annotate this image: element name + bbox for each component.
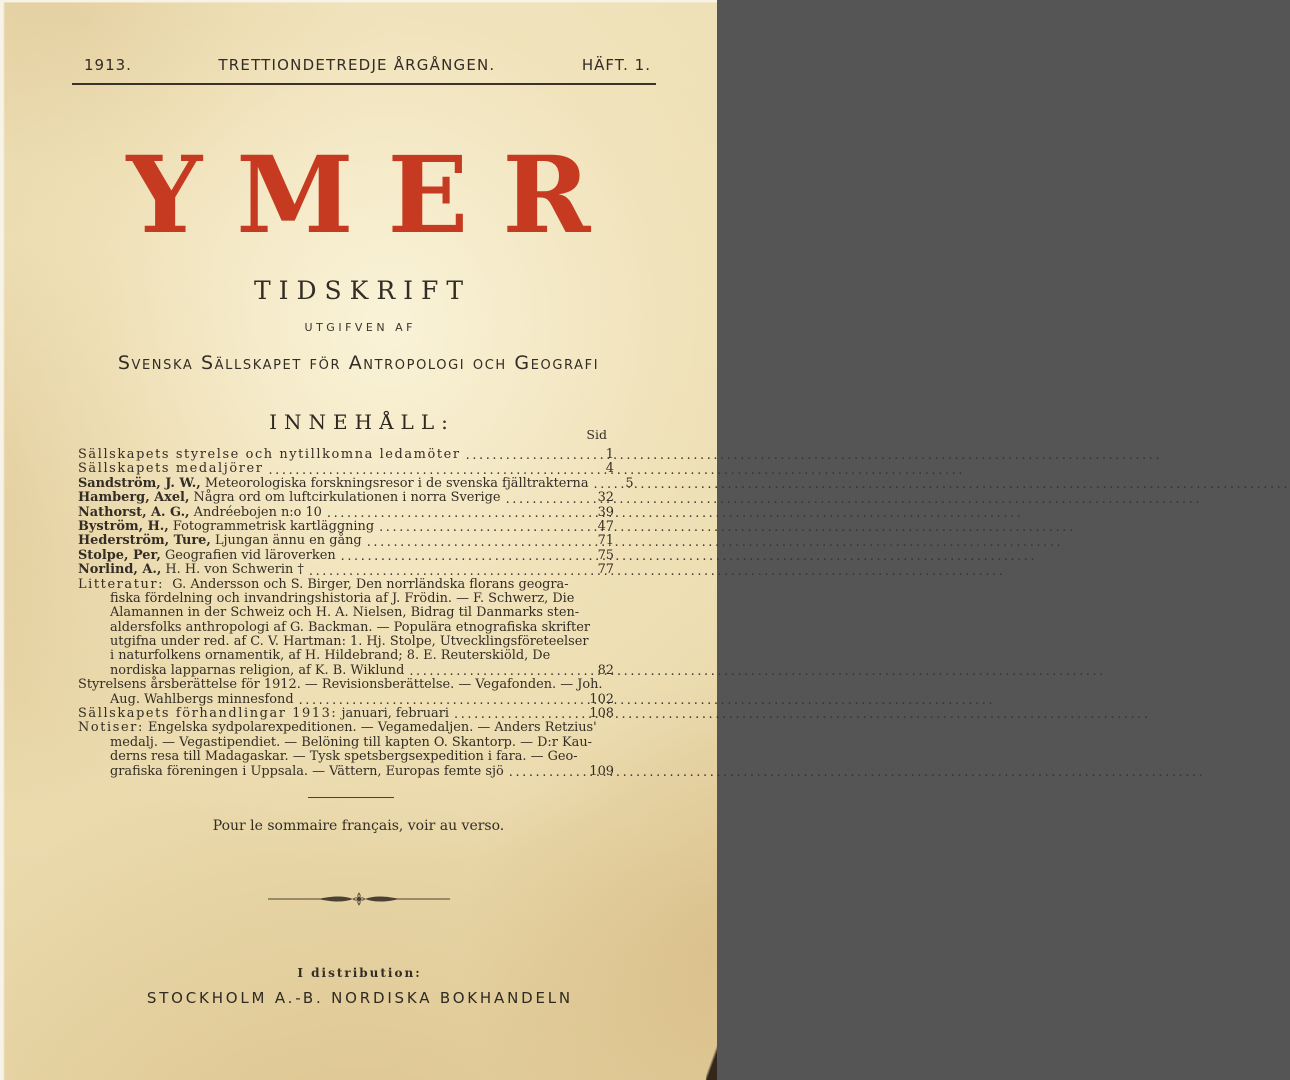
dotted-leader: [509, 765, 580, 777]
toc-page-number: 77: [597, 562, 614, 578]
toc-line: [78, 634, 614, 648]
issue-label: HÄFT. 1.: [581, 56, 651, 74]
toc-page-number: 75: [597, 547, 614, 563]
toc-text: januari, februari: [337, 706, 450, 722]
toc-text: Styrelsens årsberättelse för 1912. — Revisionsberättelse. — Vegafonden. — Joh.: [78, 677, 603, 693]
society-name: Svenska Sällskapet för Antropologi och Geografi: [117, 352, 600, 374]
toc-text: H. H. von Schwerin †: [161, 562, 304, 578]
dotted-leader: [341, 549, 580, 561]
dotted-leader: [327, 506, 580, 518]
journal-title: YMER: [126, 132, 625, 257]
toc-page-number: 71: [597, 533, 614, 549]
toc-line: [78, 692, 614, 706]
toc-page-number: 47: [597, 518, 614, 534]
toc-line: [78, 562, 614, 576]
toc-text: Stolpe, Per,: [78, 547, 161, 563]
toc-line: [78, 591, 614, 605]
header-rule: [72, 83, 656, 85]
toc-text: Engelska sydpolarexpeditionen. — Vegamedaljen. — Anders Retzius': [143, 720, 597, 736]
year-label: 1913.: [84, 56, 132, 74]
toc-page-number: 82: [597, 662, 614, 678]
page-column-label: Sid: [586, 427, 607, 442]
toc-line: [78, 764, 614, 778]
dotted-leader: [594, 477, 600, 489]
toc-line: [78, 447, 614, 461]
toc-line: [78, 663, 614, 677]
dotted-leader: [466, 448, 580, 460]
toc-text: i naturfolkens ornamentik, af H. Hildebrand; 8. E. Reuterskiöld, De: [110, 648, 551, 664]
toc-page-number: 1: [605, 447, 614, 462]
ornament-divider: [268, 892, 450, 906]
toc-text: nordiska lapparnas religion, af K. B. Wiklund: [110, 662, 405, 678]
toc-heading: INNEHÅLL:: [269, 410, 455, 434]
toc-text: Geografien vid läroverken: [160, 547, 336, 563]
published-by-label: UTGIFVEN AF: [304, 321, 416, 334]
dotted-leader: [299, 693, 580, 705]
toc-text: G. Andersson och S. Birger, Den norrländska florans geogra-: [164, 576, 569, 592]
toc-line: [78, 735, 614, 749]
toc-line: [78, 677, 614, 691]
toc-line: [78, 490, 614, 504]
shadow-corner: [706, 1044, 717, 1080]
toc-line: [78, 577, 614, 591]
toc-end-rule: [308, 797, 394, 798]
dotted-leader: [454, 707, 580, 719]
toc-page-number: 32: [597, 490, 614, 506]
toc-text: Aug. Wahlbergs minnesfond: [110, 691, 294, 707]
toc-text: Meteorologiska forskningsresor i de svenska fjälltrakterna: [200, 475, 589, 491]
toc-text: aldersfolks anthropologi af G. Backman. — Populära etnografiska skrifter: [110, 619, 591, 635]
toc-text: medalj. — Vegastipendiet. — Belöning till kapten O. Skantorp. — D:r Kau-: [110, 734, 593, 750]
toc-page-number: 39: [597, 504, 614, 520]
toc-line: [78, 475, 634, 491]
distribution-label: I distribution:: [297, 966, 422, 980]
toc-text: fiska fördelning och invandringshistoria af J. Frödin. — F. Schwerz, Die: [110, 590, 575, 606]
toc-page-number: 5: [625, 475, 634, 491]
toc-line: [78, 533, 614, 547]
table-of-contents: [78, 447, 634, 779]
toc-text: Notiser:: [78, 720, 144, 736]
toc-text: Fotogrammetrisk kartläggning: [168, 518, 375, 534]
toc-text: Nathorst, A. G.,: [78, 504, 190, 520]
toc-line: [78, 461, 614, 475]
toc-text: Byström, H.,: [78, 518, 169, 534]
toc-text: Norlind, A.,: [78, 562, 162, 578]
toc-line: [78, 519, 614, 533]
dotted-leader: [268, 463, 580, 475]
toc-line: [78, 505, 614, 519]
toc-text: derns resa till Madagaskar. — Tysk spetsbergsexpedition i fara. — Geo-: [110, 749, 578, 765]
toc-line: [78, 548, 614, 562]
toc-line: [78, 648, 614, 662]
toc-line: [78, 749, 614, 763]
toc-text: grafiska föreningen i Uppsala. — Vättern, Europas femte sjö: [110, 763, 504, 779]
toc-text: Hamberg, Axel,: [78, 490, 190, 506]
journal-subtitle: TIDSKRIFT: [253, 276, 472, 305]
toc-line: [78, 706, 614, 720]
dotted-leader: [506, 492, 580, 504]
toc-page-number: 4: [605, 461, 614, 477]
dotted-leader: [367, 535, 580, 547]
toc-text: Sällskapets styrelse och nytillkomna ledamöter: [78, 447, 461, 462]
toc-page-number: 108: [589, 706, 614, 722]
toc-text: Alamannen in der Schweiz och H. A. Nielsen, Bidrag til Danmarks sten-: [110, 605, 580, 621]
paper-edge-top: [0, 0, 717, 3]
dotted-leader: [379, 520, 580, 532]
volume-title: TRETTIONDETREDJE ÅRGÅNGEN.: [218, 56, 496, 74]
page-header: [84, 56, 651, 74]
toc-text: Hederström, Ture,: [78, 533, 211, 549]
toc-text: Litteratur:: [78, 576, 165, 592]
toc-text: utgifna under red. af C. V. Hartman: 1. Hj. Stolpe, Utvecklingsföreteelser: [110, 634, 589, 650]
toc-page-number: 102: [589, 691, 614, 707]
distributor-name: STOCKHOLM A.-B. NORDISKA BOKHANDELN: [146, 989, 573, 1007]
dotted-leader: [309, 564, 580, 576]
toc-line: [78, 620, 614, 634]
toc-text: Några ord om luftcirkulationen i norra Sverige: [189, 490, 501, 506]
toc-text: Sällskapets medaljörer: [78, 461, 264, 477]
toc-line: [78, 720, 614, 734]
toc-text: Sällskapets förhandlingar 1913:: [78, 706, 338, 722]
toc-page-number: 109: [589, 763, 614, 779]
toc-text: Andréebojen n:o 10: [189, 504, 322, 520]
toc-text: Sandström, J. W.,: [78, 475, 201, 491]
toc-line: [78, 605, 614, 619]
toc-text: Ljungan ännu en gång: [210, 533, 362, 549]
french-summary-note: Pour le sommaire français, voir au verso.: [212, 818, 505, 834]
dotted-leader: [409, 664, 580, 676]
